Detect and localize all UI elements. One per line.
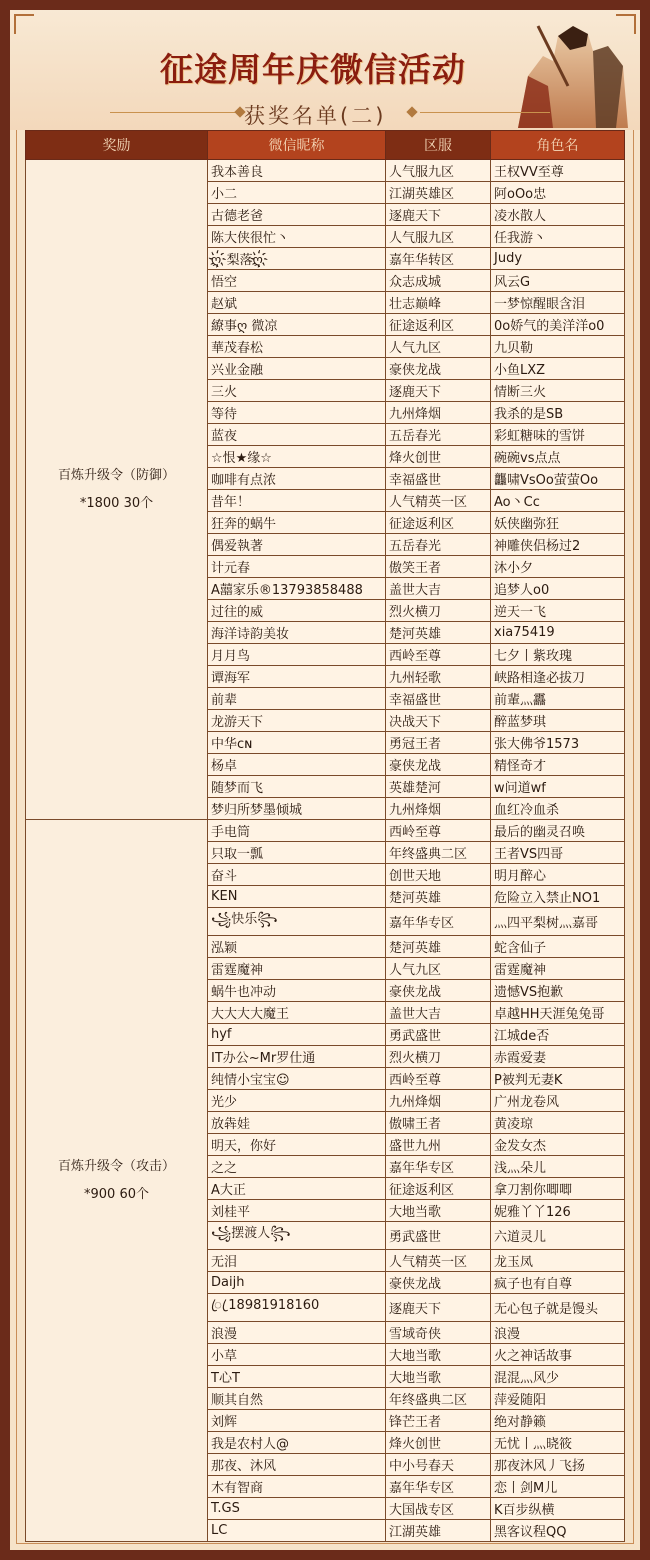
nickname-cell: 之之 xyxy=(208,1156,386,1178)
role-name-cell: 无忧丨灬晓筱 xyxy=(491,1432,625,1454)
server-cell: 盖世大吉 xyxy=(386,1002,491,1024)
nickname-cell: 雷霆魔神 xyxy=(208,958,386,980)
server-cell: 烈火横刀 xyxy=(386,600,491,622)
nickname-cell: 小草 xyxy=(208,1344,386,1366)
role-name-cell: 精怪奇才 xyxy=(491,754,625,776)
role-name-cell: 碗碗vs点点 xyxy=(491,446,625,468)
role-name-cell: 蛇含仙子 xyxy=(491,936,625,958)
reward-cell xyxy=(26,820,208,1542)
server-cell: 英雄楚河 xyxy=(386,776,491,798)
server-cell: 人气服九区 xyxy=(386,226,491,248)
server-cell: 豪侠龙战 xyxy=(386,358,491,380)
column-header-nickname: 微信昵称 xyxy=(208,131,386,160)
server-cell: 江湖英雄区 xyxy=(386,182,491,204)
table-header-row xyxy=(26,131,625,160)
role-name-cell: 明月醉心 xyxy=(491,864,625,886)
nickname-cell: ꧁快乐꧂ xyxy=(208,908,386,936)
nickname-cell: 兴业金融 xyxy=(208,358,386,380)
role-name-cell: 黑客议程QQ xyxy=(491,1520,625,1542)
role-name-cell: 最后的幽灵召唤 xyxy=(491,820,625,842)
server-cell: 勇武盛世 xyxy=(386,1024,491,1046)
role-name-cell: 神雕侠侣杨过2 xyxy=(491,534,625,556)
role-name-cell: 混混灬风少 xyxy=(491,1366,625,1388)
nickname-cell: 计元春 xyxy=(208,556,386,578)
nickname-cell: 浪漫 xyxy=(208,1322,386,1344)
server-cell: 人气精英一区 xyxy=(386,490,491,512)
server-cell: 征途返利区 xyxy=(386,314,491,336)
nickname-cell: 奋斗 xyxy=(208,864,386,886)
role-name-cell: 浪漫 xyxy=(491,1322,625,1344)
nickname-cell: ꦿ ꦿ18981918160 xyxy=(208,1294,386,1322)
server-cell: 人气九区 xyxy=(386,336,491,358)
role-name-cell: 拿刀割你唧唧 xyxy=(491,1178,625,1200)
server-cell: 五岳春光 xyxy=(386,424,491,446)
nickname-cell: 刘桂平 xyxy=(208,1200,386,1222)
nickname-cell: 大大大大魔王 xyxy=(208,1002,386,1024)
server-cell: 年终盛典二区 xyxy=(386,1388,491,1410)
nickname-cell: 泓颖 xyxy=(208,936,386,958)
role-name-cell: 沐小夕 xyxy=(491,556,625,578)
table-row xyxy=(26,160,625,182)
nickname-cell: 前辈 xyxy=(208,688,386,710)
nickname-cell: 昔年！ xyxy=(208,490,386,512)
nickname-cell: 随梦而飞 xyxy=(208,776,386,798)
server-cell: 幸福盛世 xyxy=(386,688,491,710)
server-cell: 嘉年华转区 xyxy=(386,248,491,270)
server-cell: 壮志巅峰 xyxy=(386,292,491,314)
role-name-cell: 江城de否 xyxy=(491,1024,625,1046)
role-name-cell: 绝对静籁 xyxy=(491,1410,625,1432)
server-cell: 大地当歌 xyxy=(386,1366,491,1388)
server-cell: 嘉年华专区 xyxy=(386,1156,491,1178)
nickname-cell: 華茂春松 xyxy=(208,336,386,358)
role-name-cell: 龙玉凤 xyxy=(491,1250,625,1272)
server-cell: 楚河英雄 xyxy=(386,886,491,908)
nickname-cell: hyf xyxy=(208,1024,386,1046)
server-cell: 西岭至尊 xyxy=(386,1068,491,1090)
nickname-cell: T心T xyxy=(208,1366,386,1388)
nickname-cell: 纯情小宝宝☺ xyxy=(208,1068,386,1090)
table-row xyxy=(26,820,625,842)
nickname-cell: ღ҉梨落ღ҉ xyxy=(208,248,386,270)
server-cell: 楚河英雄 xyxy=(386,622,491,644)
role-name-cell: 凌水散人 xyxy=(491,204,625,226)
server-cell: 烽火创世 xyxy=(386,446,491,468)
server-cell: 锋芒王者 xyxy=(386,1410,491,1432)
role-name-cell: 七夕丨紫玫瑰 xyxy=(491,644,625,666)
nickname-cell: 陈大侠很忙丶 xyxy=(208,226,386,248)
nickname-cell: 我本善良 xyxy=(208,160,386,182)
nickname-cell: 木有智商 xyxy=(208,1476,386,1498)
server-cell: 年终盛典二区 xyxy=(386,842,491,864)
role-name-cell: 追梦人o0 xyxy=(491,578,625,600)
divider-right xyxy=(420,112,550,113)
server-cell: 烈火横刀 xyxy=(386,1046,491,1068)
role-name-cell: K百步纵横 xyxy=(491,1498,625,1520)
server-cell: 九州烽烟 xyxy=(386,798,491,820)
role-name-cell: 王者VS四哥 xyxy=(491,842,625,864)
server-cell: 人气精英一区 xyxy=(386,1250,491,1272)
nickname-cell: 狂奔的蜗牛 xyxy=(208,512,386,534)
server-cell: 雪域奇侠 xyxy=(386,1322,491,1344)
role-name-cell: 任我游丶 xyxy=(491,226,625,248)
nickname-cell: 谭海军 xyxy=(208,666,386,688)
server-cell: 逐鹿天下 xyxy=(386,204,491,226)
server-cell: 楚河英雄 xyxy=(386,936,491,958)
diamond-ornament-icon xyxy=(406,106,417,117)
role-name-cell: 情断三火 xyxy=(491,380,625,402)
nickname-cell: A囍家乐®13793858488 xyxy=(208,578,386,600)
reward-cell xyxy=(26,160,208,820)
role-name-cell: 卓越HH天涯兔兔哥 xyxy=(491,1002,625,1024)
role-name-cell: 王权VV至尊 xyxy=(491,160,625,182)
server-cell: 人气服九区 xyxy=(386,160,491,182)
role-name-cell: 黄凌琼 xyxy=(491,1112,625,1134)
role-name-cell: 雷霆魔神 xyxy=(491,958,625,980)
role-name-cell: 那夜沐风丿飞扬 xyxy=(491,1454,625,1476)
nickname-cell: 咖啡有点浓 xyxy=(208,468,386,490)
nickname-cell: 刘辉 xyxy=(208,1410,386,1432)
nickname-cell: ☆恨★缘☆ xyxy=(208,446,386,468)
divider-left xyxy=(110,112,238,113)
role-name-cell: 危险立入禁止NO1 xyxy=(491,886,625,908)
role-name-cell: 血红冷血杀 xyxy=(491,798,625,820)
nickname-cell: 偶爱執著 xyxy=(208,534,386,556)
role-name-cell: 0o娇气的美洋洋o0 xyxy=(491,314,625,336)
server-cell: 九州轻歌 xyxy=(386,666,491,688)
role-name-cell: 小鱼LXZ xyxy=(491,358,625,380)
server-cell: 豪侠龙战 xyxy=(386,980,491,1002)
nickname-cell: 无泪 xyxy=(208,1250,386,1272)
role-name-cell: 六道灵儿 xyxy=(491,1222,625,1250)
nickname-cell: 三火 xyxy=(208,380,386,402)
nickname-cell: 手电筒 xyxy=(208,820,386,842)
server-cell: 众志成城 xyxy=(386,270,491,292)
server-cell: 征途返利区 xyxy=(386,512,491,534)
nickname-cell: 那夜、沐风 xyxy=(208,1454,386,1476)
winners-table xyxy=(25,130,625,1542)
server-cell: 幸福盛世 xyxy=(386,468,491,490)
role-name-cell: Ao丶Cc xyxy=(491,490,625,512)
server-cell: 决战天下 xyxy=(386,710,491,732)
role-name-cell: 峡路相逢必拔刀 xyxy=(491,666,625,688)
reward-quantity: *900 60个 xyxy=(84,1186,149,1202)
server-cell: 九州烽烟 xyxy=(386,1090,491,1112)
server-cell: 豪侠龙战 xyxy=(386,754,491,776)
server-cell: 嘉年华专区 xyxy=(386,908,491,936)
nickname-cell: 放犇娃 xyxy=(208,1112,386,1134)
nickname-cell: Daijh xyxy=(208,1272,386,1294)
server-cell: 九州烽烟 xyxy=(386,402,491,424)
role-name-cell: 赤霞爱妻 xyxy=(491,1046,625,1068)
page-title: 征途周年庆微信活动 xyxy=(160,50,466,89)
nickname-cell: LC xyxy=(208,1520,386,1542)
header-banner xyxy=(10,10,640,130)
server-cell: 征途返利区 xyxy=(386,1178,491,1200)
server-cell: 西岭至尊 xyxy=(386,644,491,666)
server-cell: 勇冠王者 xyxy=(386,732,491,754)
nickname-cell: 赵斌 xyxy=(208,292,386,314)
nickname-cell: A大正 xyxy=(208,1178,386,1200)
role-name-cell: 彩虹糖味的雪饼 xyxy=(491,424,625,446)
server-cell: 中小号春天 xyxy=(386,1454,491,1476)
nickname-cell: 蓝夜 xyxy=(208,424,386,446)
server-cell: 人气九区 xyxy=(386,958,491,980)
server-cell: 傲笑王者 xyxy=(386,556,491,578)
role-name-cell: 萍爱随阳 xyxy=(491,1388,625,1410)
nickname-cell: 只取一瓢 xyxy=(208,842,386,864)
server-cell: 盛世九州 xyxy=(386,1134,491,1156)
nickname-cell: 光少 xyxy=(208,1090,386,1112)
server-cell: 五岳春光 xyxy=(386,534,491,556)
corner-ornament xyxy=(14,14,34,34)
role-name-cell: 龘啸VsOo萤萤Oo xyxy=(491,468,625,490)
role-name-cell: 火之神话故事 xyxy=(491,1344,625,1366)
reward-quantity: *1800 30个 xyxy=(79,495,154,511)
server-cell: 大地当歌 xyxy=(386,1200,491,1222)
role-name-cell: 九贝勒 xyxy=(491,336,625,358)
nickname-cell: 悟空 xyxy=(208,270,386,292)
nickname-cell: T.GS xyxy=(208,1498,386,1520)
nickname-cell: 明天，你好 xyxy=(208,1134,386,1156)
role-name-cell: 张大佛爷1573 xyxy=(491,732,625,754)
nickname-cell: 等待 xyxy=(208,402,386,424)
reward-name: 百炼升级令（防御） xyxy=(57,467,175,483)
nickname-cell: 梦归所梦墨倾城 xyxy=(208,798,386,820)
server-cell: 傲啸王者 xyxy=(386,1112,491,1134)
nickname-cell: 小二 xyxy=(208,182,386,204)
nickname-cell: ꧁摆渡人꧂ xyxy=(208,1222,386,1250)
nickname-cell: 过往的威 xyxy=(208,600,386,622)
server-cell: 逐鹿天下 xyxy=(386,1294,491,1322)
role-name-cell: 疯子也有自尊 xyxy=(491,1272,625,1294)
role-name-cell: 遗憾VS抱歉 xyxy=(491,980,625,1002)
nickname-cell: 我是农村人@ xyxy=(208,1432,386,1454)
server-cell: 豪侠龙战 xyxy=(386,1272,491,1294)
role-name-cell: 广州龙卷风 xyxy=(491,1090,625,1112)
role-name-cell: 浅灬朵儿 xyxy=(491,1156,625,1178)
nickname-cell: 中华ᴄɴ xyxy=(208,732,386,754)
nickname-cell: 海洋诗韵美妆 xyxy=(208,622,386,644)
role-name-cell: w问道wf xyxy=(491,776,625,798)
role-name-cell: 无心包子就是馒头 xyxy=(491,1294,625,1322)
nickname-cell: 繚事ღ 微凉 xyxy=(208,314,386,336)
role-name-cell: 阿oOo忠 xyxy=(491,182,625,204)
server-cell: 大国战专区 xyxy=(386,1498,491,1520)
nickname-cell: 蜗牛也冲动 xyxy=(208,980,386,1002)
column-header-reward: 奖励 xyxy=(26,131,208,160)
role-name-cell: P被判无妻K xyxy=(491,1068,625,1090)
role-name-cell: 灬四平梨树灬嘉哥 xyxy=(491,908,625,936)
role-name-cell: 妮雅丫丫126 xyxy=(491,1200,625,1222)
nickname-cell: 古德老爸 xyxy=(208,204,386,226)
server-cell: 盖世大吉 xyxy=(386,578,491,600)
role-name-cell: 我杀的是SB xyxy=(491,402,625,424)
role-name-cell: Judy xyxy=(491,248,625,270)
server-cell: 江湖英雄 xyxy=(386,1520,491,1542)
nickname-cell: 龙游天下 xyxy=(208,710,386,732)
server-cell: 勇武盛世 xyxy=(386,1222,491,1250)
nickname-cell: 顺其自然 xyxy=(208,1388,386,1410)
server-cell: 嘉年华专区 xyxy=(386,1476,491,1498)
nickname-cell: IT办公~Mr罗仕通 xyxy=(208,1046,386,1068)
nickname-cell: 杨卓 xyxy=(208,754,386,776)
nickname-cell: 月月鸟 xyxy=(208,644,386,666)
role-name-cell: 逆天一飞 xyxy=(491,600,625,622)
role-name-cell: 恋丨剑M儿 xyxy=(491,1476,625,1498)
server-cell: 烽火创世 xyxy=(386,1432,491,1454)
server-cell: 逐鹿天下 xyxy=(386,380,491,402)
role-name-cell: xia75419 xyxy=(491,622,625,644)
column-header-server: 区服 xyxy=(386,131,491,160)
page-subtitle: 获奖名单(二) xyxy=(244,104,387,128)
column-header-role: 角色名 xyxy=(491,131,625,160)
role-name-cell: 风云G xyxy=(491,270,625,292)
server-cell: 创世天地 xyxy=(386,864,491,886)
role-name-cell: 醉蓝梦琪 xyxy=(491,710,625,732)
role-name-cell: 妖侠幽弥狂 xyxy=(491,512,625,534)
nickname-cell: KEN xyxy=(208,886,386,908)
role-name-cell: 金发女杰 xyxy=(491,1134,625,1156)
role-name-cell: 一梦惊醒眼含泪 xyxy=(491,292,625,314)
server-cell: 大地当歌 xyxy=(386,1344,491,1366)
server-cell: 西岭至尊 xyxy=(386,820,491,842)
reward-name: 百炼升级令（攻击） xyxy=(57,1158,175,1174)
role-name-cell: 前輩灬靐 xyxy=(491,688,625,710)
